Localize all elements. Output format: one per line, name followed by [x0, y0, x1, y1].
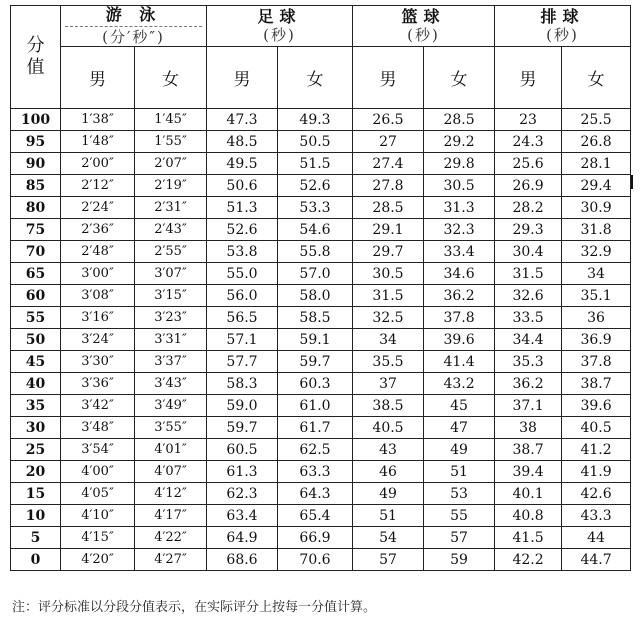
table-row — [11, 373, 631, 395]
football-female-header: 女 — [278, 47, 353, 109]
swim-female-cell: 3′15″ — [135, 285, 207, 307]
swim-male-cell: 3′24″ — [61, 329, 135, 351]
basketball-female-cell: 31.3 — [424, 197, 495, 219]
swim-male-cell: 3′36″ — [61, 373, 135, 395]
swim-male-cell: 3′30″ — [61, 351, 135, 373]
basketball-male-cell: 37 — [353, 373, 424, 395]
swim-male-cell: 4′00″ — [61, 461, 135, 483]
volleyball-female-cell: 37.8 — [562, 351, 631, 373]
basketball-female-cell: 43.2 — [424, 373, 495, 395]
football-female-cell: 61.0 — [278, 395, 353, 417]
basketball-title: 篮球 — [401, 7, 446, 26]
swim-female-cell: 2′55″ — [135, 241, 207, 263]
basketball-male-cell: 28.5 — [353, 197, 424, 219]
football-female-cell: 54.6 — [278, 219, 353, 241]
volleyball-female-cell: 42.6 — [562, 483, 631, 505]
volleyball-male-cell: 26.9 — [495, 175, 562, 197]
basketball-female-cell: 29.2 — [424, 131, 495, 153]
swim-female-cell: 3′49″ — [135, 395, 207, 417]
swim-unit: (分′秒″) — [65, 26, 202, 46]
volleyball-female-cell: 29.4 — [562, 175, 631, 197]
score-cell: 50 — [11, 329, 61, 351]
basketball-female-cell: 53 — [424, 483, 495, 505]
swim-female-cell: 3′43″ — [135, 373, 207, 395]
swim-female-cell: 3′31″ — [135, 329, 207, 351]
football-male-cell: 51.3 — [207, 197, 278, 219]
basketball-female-cell: 28.5 — [424, 109, 495, 131]
swim-male-cell: 2′24″ — [61, 197, 135, 219]
football-male-cell: 61.3 — [207, 461, 278, 483]
football-male-header: 男 — [207, 47, 278, 109]
volleyball-header — [495, 6, 631, 47]
volleyball-female-cell: 38.7 — [562, 373, 631, 395]
basketball-male-cell: 38.5 — [353, 395, 424, 417]
score-cell: 15 — [11, 483, 61, 505]
swim-female-cell: 3′07″ — [135, 263, 207, 285]
volleyball-female-cell: 25.5 — [562, 109, 631, 131]
basketball-female-cell: 59 — [424, 549, 495, 571]
swim-male-cell: 3′48″ — [61, 417, 135, 439]
score-cell: 65 — [11, 263, 61, 285]
basketball-female-cell: 57 — [424, 527, 495, 549]
score-cell: 40 — [11, 373, 61, 395]
basketball-male-cell: 35.5 — [353, 351, 424, 373]
volleyball-male-cell: 38 — [495, 417, 562, 439]
volleyball-female-cell: 40.5 — [562, 417, 631, 439]
volleyball-male-cell: 36.2 — [495, 373, 562, 395]
volleyball-female-cell: 28.1 — [562, 153, 631, 175]
football-male-cell: 59.0 — [207, 395, 278, 417]
swim-female-cell: 4′22″ — [135, 527, 207, 549]
basketball-male-cell: 34 — [353, 329, 424, 351]
basketball-female-cell: 34.6 — [424, 263, 495, 285]
swim-female-cell: 3′55″ — [135, 417, 207, 439]
basketball-male-cell: 57 — [353, 549, 424, 571]
football-female-cell: 53.3 — [278, 197, 353, 219]
football-female-cell: 62.5 — [278, 439, 353, 461]
score-cell: 0 — [11, 549, 61, 571]
football-female-cell: 70.6 — [278, 549, 353, 571]
volleyball-female-cell: 26.8 — [562, 131, 631, 153]
swim-male-cell: 2′48″ — [61, 241, 135, 263]
swim-female-cell: 4′07″ — [135, 461, 207, 483]
football-female-cell: 58.5 — [278, 307, 353, 329]
swim-title: 游 泳 — [105, 5, 162, 24]
score-cell: 85 — [11, 175, 61, 197]
football-unit: (秒) — [263, 26, 296, 44]
basketball-female-cell: 51 — [424, 461, 495, 483]
basketball-male-cell: 30.5 — [353, 263, 424, 285]
basketball-female-cell: 41.4 — [424, 351, 495, 373]
football-male-cell: 57.7 — [207, 351, 278, 373]
swim-male-cell: 3′16″ — [61, 307, 135, 329]
volleyball-male-cell: 24.3 — [495, 131, 562, 153]
volleyball-female-cell: 41.2 — [562, 439, 631, 461]
basketball-female-cell: 36.2 — [424, 285, 495, 307]
score-cell: 45 — [11, 351, 61, 373]
football-male-cell: 59.7 — [207, 417, 278, 439]
football-female-cell: 55.8 — [278, 241, 353, 263]
volleyball-male-cell: 33.5 — [495, 307, 562, 329]
score-cell: 60 — [11, 285, 61, 307]
football-male-cell: 58.3 — [207, 373, 278, 395]
swim-female-header: 女 — [135, 47, 207, 109]
table-row — [11, 285, 631, 307]
scoring-table — [10, 5, 631, 571]
basketball-male-cell: 51 — [353, 505, 424, 527]
football-header — [207, 6, 353, 47]
football-female-cell: 51.5 — [278, 153, 353, 175]
basketball-male-cell: 29.1 — [353, 219, 424, 241]
swim-female-cell: 1′55″ — [135, 131, 207, 153]
volleyball-female-cell: 44.7 — [562, 549, 631, 571]
score-column-header — [11, 6, 61, 109]
volleyball-male-header: 男 — [495, 47, 562, 109]
basketball-female-header: 女 — [424, 47, 495, 109]
football-female-cell: 64.3 — [278, 483, 353, 505]
swim-female-cell: 2′07″ — [135, 153, 207, 175]
table-row — [11, 241, 631, 263]
basketball-male-cell: 43 — [353, 439, 424, 461]
swim-male-cell: 2′12″ — [61, 175, 135, 197]
score-cell: 55 — [11, 307, 61, 329]
swim-male-cell: 2′00″ — [61, 153, 135, 175]
volleyball-unit: (秒) — [546, 26, 579, 44]
table-row — [11, 395, 631, 417]
volleyball-female-cell: 39.6 — [562, 395, 631, 417]
swim-female-cell: 2′19″ — [135, 175, 207, 197]
table-row — [11, 417, 631, 439]
table-row — [11, 153, 631, 175]
football-female-cell: 66.9 — [278, 527, 353, 549]
table-row — [11, 109, 631, 131]
table-row — [11, 175, 631, 197]
table-row — [11, 505, 631, 527]
table-row — [11, 197, 631, 219]
volleyball-male-cell: 40.1 — [495, 483, 562, 505]
football-female-cell: 59.7 — [278, 351, 353, 373]
volleyball-male-cell: 38.7 — [495, 439, 562, 461]
football-female-cell: 59.1 — [278, 329, 353, 351]
score-cell: 35 — [11, 395, 61, 417]
edge-mark — [631, 175, 633, 189]
football-female-cell: 57.0 — [278, 263, 353, 285]
swim-male-cell: 4′15″ — [61, 527, 135, 549]
volleyball-male-cell: 23 — [495, 109, 562, 131]
basketball-female-cell: 49 — [424, 439, 495, 461]
basketball-male-cell: 27.8 — [353, 175, 424, 197]
football-male-cell: 48.5 — [207, 131, 278, 153]
volleyball-female-cell: 41.9 — [562, 461, 631, 483]
basketball-female-cell: 37.8 — [424, 307, 495, 329]
football-male-cell: 47.3 — [207, 109, 278, 131]
swim-male-cell: 4′20″ — [61, 549, 135, 571]
swim-female-cell: 2′31″ — [135, 197, 207, 219]
swim-female-cell: 4′01″ — [135, 439, 207, 461]
volleyball-male-cell: 39.4 — [495, 461, 562, 483]
score-cell: 20 — [11, 461, 61, 483]
score-cell: 70 — [11, 241, 61, 263]
swim-male-cell: 1′48″ — [61, 131, 135, 153]
table-row — [11, 461, 631, 483]
basketball-male-cell: 27 — [353, 131, 424, 153]
basketball-male-header: 男 — [353, 47, 424, 109]
table-row — [11, 483, 631, 505]
volleyball-female-cell: 35.1 — [562, 285, 631, 307]
basketball-male-cell: 46 — [353, 461, 424, 483]
basketball-female-cell: 55 — [424, 505, 495, 527]
table-row — [11, 351, 631, 373]
table-row — [11, 307, 631, 329]
football-male-cell: 50.6 — [207, 175, 278, 197]
volleyball-female-cell: 34 — [562, 263, 631, 285]
football-male-cell: 49.5 — [207, 153, 278, 175]
volleyball-male-cell: 30.4 — [495, 241, 562, 263]
table-row — [11, 439, 631, 461]
swim-female-cell: 4′17″ — [135, 505, 207, 527]
football-female-cell: 58.0 — [278, 285, 353, 307]
basketball-male-cell: 40.5 — [353, 417, 424, 439]
basketball-female-cell: 47 — [424, 417, 495, 439]
score-label: 分 值 — [26, 35, 45, 78]
football-female-cell: 61.7 — [278, 417, 353, 439]
swim-male-cell: 3′00″ — [61, 263, 135, 285]
score-cell: 5 — [11, 527, 61, 549]
volleyball-male-cell: 31.5 — [495, 263, 562, 285]
football-female-cell: 60.3 — [278, 373, 353, 395]
swim-male-cell: 3′42″ — [61, 395, 135, 417]
football-male-cell: 57.1 — [207, 329, 278, 351]
table-row — [11, 131, 631, 153]
football-male-cell: 63.4 — [207, 505, 278, 527]
swim-male-cell: 3′08″ — [61, 285, 135, 307]
volleyball-female-cell: 31.8 — [562, 219, 631, 241]
swim-male-cell: 3′54″ — [61, 439, 135, 461]
swim-female-cell: 3′37″ — [135, 351, 207, 373]
basketball-female-cell: 33.4 — [424, 241, 495, 263]
score-cell: 95 — [11, 131, 61, 153]
score-cell: 100 — [11, 109, 61, 131]
basketball-male-cell: 49 — [353, 483, 424, 505]
volleyball-female-cell: 30.9 — [562, 197, 631, 219]
volleyball-female-cell: 44 — [562, 527, 631, 549]
swim-male-cell: 4′10″ — [61, 505, 135, 527]
table-body — [11, 109, 631, 571]
basketball-female-cell: 30.5 — [424, 175, 495, 197]
football-male-cell: 55.0 — [207, 263, 278, 285]
table-row — [11, 527, 631, 549]
football-male-cell: 56.5 — [207, 307, 278, 329]
football-male-cell: 64.9 — [207, 527, 278, 549]
volleyball-male-cell: 37.1 — [495, 395, 562, 417]
volleyball-female-cell: 36 — [562, 307, 631, 329]
football-male-cell: 60.5 — [207, 439, 278, 461]
basketball-female-cell: 45 — [424, 395, 495, 417]
volleyball-male-cell: 25.6 — [495, 153, 562, 175]
volleyball-male-cell: 32.6 — [495, 285, 562, 307]
football-male-cell: 53.8 — [207, 241, 278, 263]
volleyball-female-header: 女 — [562, 47, 631, 109]
table-row — [11, 219, 631, 241]
basketball-male-cell: 26.5 — [353, 109, 424, 131]
football-female-cell: 65.4 — [278, 505, 353, 527]
volleyball-male-cell: 28.2 — [495, 197, 562, 219]
volleyball-male-cell: 42.2 — [495, 549, 562, 571]
basketball-header — [353, 6, 495, 47]
football-female-cell: 63.3 — [278, 461, 353, 483]
basketball-male-cell: 27.4 — [353, 153, 424, 175]
score-cell: 30 — [11, 417, 61, 439]
basketball-female-cell: 32.3 — [424, 219, 495, 241]
football-title: 足球 — [257, 7, 302, 26]
football-male-cell: 52.6 — [207, 219, 278, 241]
volleyball-male-cell: 35.3 — [495, 351, 562, 373]
volleyball-female-cell: 43.3 — [562, 505, 631, 527]
volleyball-female-cell: 36.9 — [562, 329, 631, 351]
football-male-cell: 68.6 — [207, 549, 278, 571]
score-cell: 25 — [11, 439, 61, 461]
volleyball-male-cell: 41.5 — [495, 527, 562, 549]
basketball-female-cell: 39.6 — [424, 329, 495, 351]
football-male-cell: 62.3 — [207, 483, 278, 505]
volleyball-title: 排球 — [540, 7, 585, 26]
swim-header — [61, 6, 207, 47]
table-row — [11, 549, 631, 571]
swim-female-cell: 4′27″ — [135, 549, 207, 571]
table-row — [11, 263, 631, 285]
basketball-male-cell: 29.7 — [353, 241, 424, 263]
basketball-male-cell: 32.5 — [353, 307, 424, 329]
volleyball-male-cell: 40.8 — [495, 505, 562, 527]
score-cell: 10 — [11, 505, 61, 527]
swim-female-cell: 2′43″ — [135, 219, 207, 241]
footnote: 注：评分标准以分段分值表示，在实际评分上按每一分值计算。 — [12, 600, 377, 615]
volleyball-male-cell: 29.3 — [495, 219, 562, 241]
football-female-cell: 50.5 — [278, 131, 353, 153]
basketball-unit: (秒) — [407, 26, 440, 44]
volleyball-male-cell: 34.4 — [495, 329, 562, 351]
volleyball-female-cell: 32.9 — [562, 241, 631, 263]
basketball-female-cell: 29.8 — [424, 153, 495, 175]
swim-female-cell: 1′45″ — [135, 109, 207, 131]
swim-female-cell: 3′23″ — [135, 307, 207, 329]
swim-male-cell: 2′36″ — [61, 219, 135, 241]
score-cell: 90 — [11, 153, 61, 175]
swim-female-cell: 4′12″ — [135, 483, 207, 505]
swim-male-cell: 4′05″ — [61, 483, 135, 505]
football-male-cell: 56.0 — [207, 285, 278, 307]
table-row — [11, 329, 631, 351]
score-cell: 75 — [11, 219, 61, 241]
score-cell: 80 — [11, 197, 61, 219]
swim-male-header: 男 — [61, 47, 135, 109]
football-female-cell: 52.6 — [278, 175, 353, 197]
swim-male-cell: 1′38″ — [61, 109, 135, 131]
football-female-cell: 49.3 — [278, 109, 353, 131]
basketball-male-cell: 31.5 — [353, 285, 424, 307]
basketball-male-cell: 54 — [353, 527, 424, 549]
